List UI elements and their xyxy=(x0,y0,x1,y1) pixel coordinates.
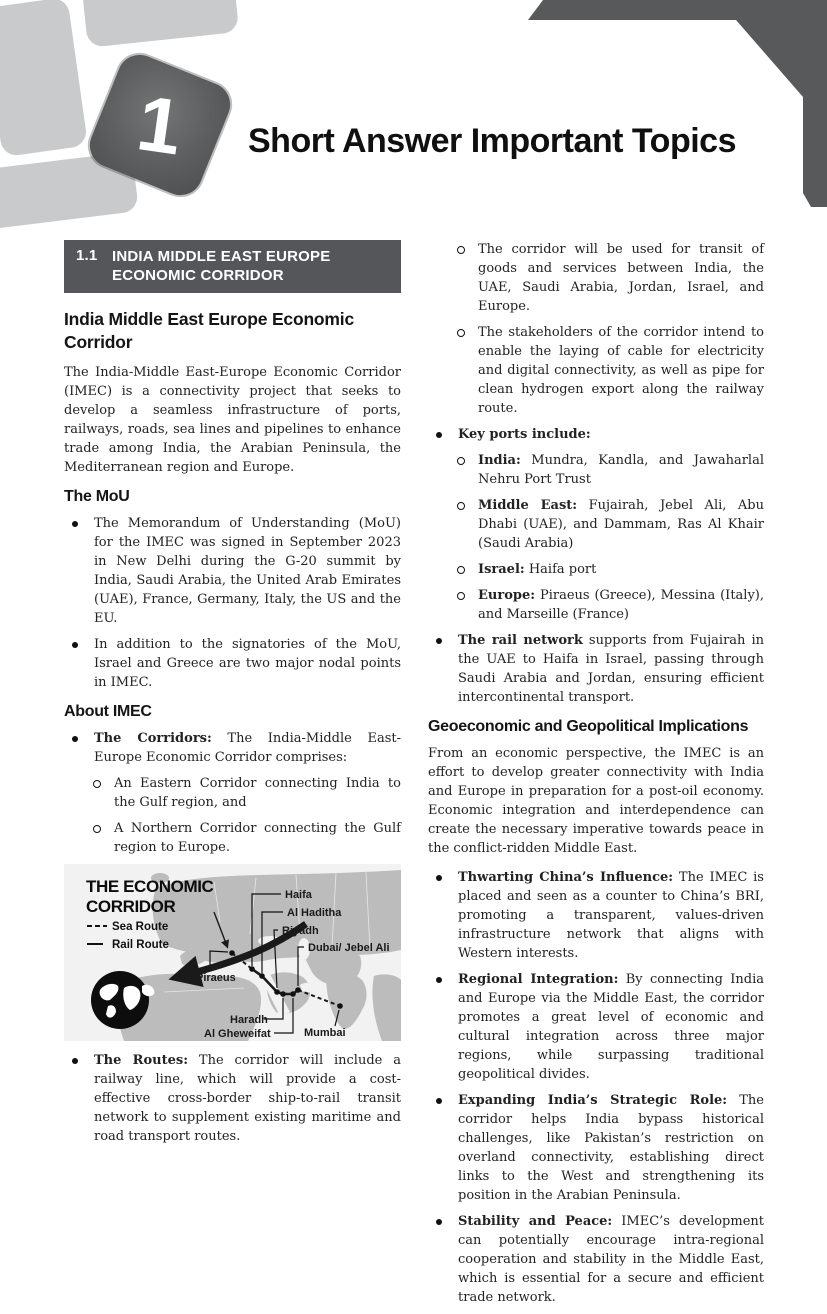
paragraph-imec-intro: The India-Middle East-Europe Economic Corridor (IMEC) is a connectivity project that seeks to develop a seamless infrastructure of ports, railways, roads, sea lines and pipelines to enhance trade among India, the Arabian Peninsula, the Mediterranean region and Europe. xyxy=(64,365,401,475)
list-item: The stakeholders of the corridor intend to enable the laying of cable for electricity and digital connectivity, as well as pipe for clean hydrogen export along the railway route. xyxy=(428,323,764,418)
list-item-lead: Israel: xyxy=(478,562,525,577)
page-content xyxy=(64,240,764,1314)
section-number: 1.1 xyxy=(76,247,98,264)
list-item-port-israel xyxy=(428,560,764,579)
city-label-riyadh: Riyadh xyxy=(282,925,319,937)
column-left xyxy=(64,240,401,1314)
list-item-corridors xyxy=(64,729,401,767)
list-item-regional-integration xyxy=(428,970,764,1084)
list-item-lead: India: xyxy=(478,453,521,468)
header-corner-shape xyxy=(527,0,827,212)
list-key-ports xyxy=(428,425,764,707)
list-item-text: IMEC’s development can potentially encourage intra-regional cooperation and stability in the Middle East, which is essential for a secure and efficient trade network. xyxy=(458,1214,764,1305)
heading-mou: The MoU xyxy=(64,488,130,505)
list-item-text: The IMEC is placed and seen as a counter to China’s BRI, promoting a transparent, values-driven infrastructure network that aligns with Western interests. xyxy=(458,870,764,961)
city-dot-mumbai xyxy=(337,1003,343,1009)
legend-sea-route-label: Sea Route xyxy=(112,921,169,933)
list-item-text: supports from Fujairah in the UAE to Haifa in Israel, passing through Saudi Arabia and Jordan, ensuring efficient intercontinental transport. xyxy=(458,633,764,705)
city-dot-al-haditha xyxy=(259,973,265,979)
chapter-number: 1 xyxy=(132,78,188,172)
list-item-lead: The Routes: xyxy=(94,1053,189,1068)
list-item-lead: Stability and Peace: xyxy=(458,1214,613,1229)
section-header-bar xyxy=(64,240,401,293)
list-item-routes xyxy=(64,1051,401,1146)
city-label-dubai: Dubai/ Jebel Ali xyxy=(308,942,390,954)
list-item-thwarting-china xyxy=(428,868,764,963)
list-item-text: The corridor helps India bypass historical challenges, like Pakistan’s restriction on overland connectivity, establishing direct links to the West and strengthening its position in the Arabian Peninsula. xyxy=(458,1093,765,1203)
list-routes xyxy=(64,1051,401,1146)
list-item-rail-network xyxy=(428,631,764,707)
city-dot-al-gheweifat xyxy=(290,991,296,997)
list-item-lead: Middle East: xyxy=(478,498,578,513)
map-title-line2: CORRIDOR xyxy=(86,897,176,916)
list-item-stability-peace xyxy=(428,1212,764,1307)
city-label-haradh: Haradh xyxy=(230,1014,268,1026)
city-label-haifa: Haifa xyxy=(285,889,312,901)
list-item-expanding-india-role xyxy=(428,1091,764,1205)
list-item: A Northern Corridor connecting the Gulf region to Europe. xyxy=(64,819,401,857)
list-corridor-uses xyxy=(428,240,764,418)
list-item-lead: Europe: xyxy=(478,588,536,603)
list-item-lead: Key ports include: xyxy=(458,427,591,442)
list-item-text: Haifa port xyxy=(524,562,597,577)
city-dot-haradh xyxy=(280,991,286,997)
list-mou xyxy=(64,514,401,692)
list-item: An Eastern Corridor connecting India to the Gulf region, and xyxy=(64,774,401,812)
list-item-text: Fujairah, Jebel Ali, Abu Dhabi (UAE), and Dammam, Ras Al Khair (Saudi Arabia) xyxy=(478,498,764,551)
list-item-lead: Expanding India’s Strategic Role: xyxy=(458,1093,728,1108)
list-item-text: The India-Middle East- Europe Economic Corridor comprises: xyxy=(94,731,401,765)
heading-geo-implications: Geoeconomic and Geopolitical Implications xyxy=(428,718,749,735)
column-right xyxy=(428,240,764,1314)
city-label-piraeus: Piraeus xyxy=(196,972,236,984)
list-about-imec xyxy=(64,729,401,857)
list-item: The Memorandum of Understanding (MoU) for the IMEC was signed in September 2023 in New Delhi during the G-20 summit by India, Saudi Arabia, the United Arab Emirates (UAE), France, Germany, Italy, the US and the EU. xyxy=(64,514,401,628)
header-decoration-tile-left xyxy=(0,0,88,157)
paragraph-geo-intro: From an economic perspective, the IMEC is an effort to develop greater connectivity with India and Europe in preparation for a post-oil economy. Economic integration and interdependence can create the necessary imperative towards peace in the conflict-ridden Middle East. xyxy=(428,746,764,856)
list-item-key-ports-heading xyxy=(428,425,764,444)
legend-rail-route-label: Rail Route xyxy=(112,939,169,951)
economic-corridor-map-svg xyxy=(64,864,401,1041)
list-item-text: The corridor will include a railway line, which will provide a cost-effective cross-border ship-to-rail transit network to supplement existing maritime and road transport routes. xyxy=(94,1053,401,1144)
city-dot-dubai xyxy=(295,987,301,993)
list-item-lead: Regional Integration: xyxy=(458,972,619,987)
city-dot-piraeus xyxy=(229,950,235,956)
economic-corridor-map xyxy=(64,864,401,1041)
section-title-line2: ECONOMIC CORRIDOR xyxy=(112,267,284,284)
city-dot-riyadh xyxy=(274,989,280,995)
chapter-header xyxy=(0,0,827,238)
heading-about-imec: About IMEC xyxy=(64,703,152,720)
city-label-al-haditha: Al Haditha xyxy=(287,907,342,919)
section-title-line1: INDIA MIDDLE EAST EUROPE xyxy=(112,248,331,265)
header-decoration-tile-top xyxy=(81,0,239,48)
list-item-text: By connecting India and Europe via the Middle East, the corridor promotes a great level of economic and cultural integration across three major regions, while surpassing traditional geopolitical divides. xyxy=(458,972,765,1082)
page-title: Short Answer Important Topics xyxy=(248,122,736,160)
list-item: The corridor will be used for transit of goods and services between India, the UAE, Saudi Arabia, Jordan, Israel, and Europe. xyxy=(428,240,764,316)
list-item-text: Mundra, Kandla, and Jawaharlal Nehru Port Trust xyxy=(478,453,764,487)
list-item-text: Piraeus (Greece), Messina (Italy), and Marseille (France) xyxy=(478,588,764,622)
city-dot-haifa xyxy=(249,966,255,972)
section-title xyxy=(112,247,391,285)
list-item-lead: Thwarting China’s Influence: xyxy=(458,870,674,885)
heading-imec: India Middle East Europe Economic Corridor xyxy=(64,309,354,352)
list-item-port-europe xyxy=(428,586,764,624)
city-label-mumbai: Mumbai xyxy=(304,1027,346,1039)
list-item: In addition to the signatories of the MoU, Israel and Greece are two major nodal points in IMEC. xyxy=(64,635,401,692)
list-item-lead: The Corridors: xyxy=(94,731,212,746)
list-geo-implications xyxy=(428,868,764,1307)
city-label-al-gheweifat: Al Gheweifat xyxy=(204,1028,271,1040)
list-item-port-middle-east xyxy=(428,496,764,553)
map-title-line1: THE ECONOMIC xyxy=(86,877,214,896)
list-item-port-india xyxy=(428,451,764,489)
list-item-lead: The rail network xyxy=(458,633,583,648)
